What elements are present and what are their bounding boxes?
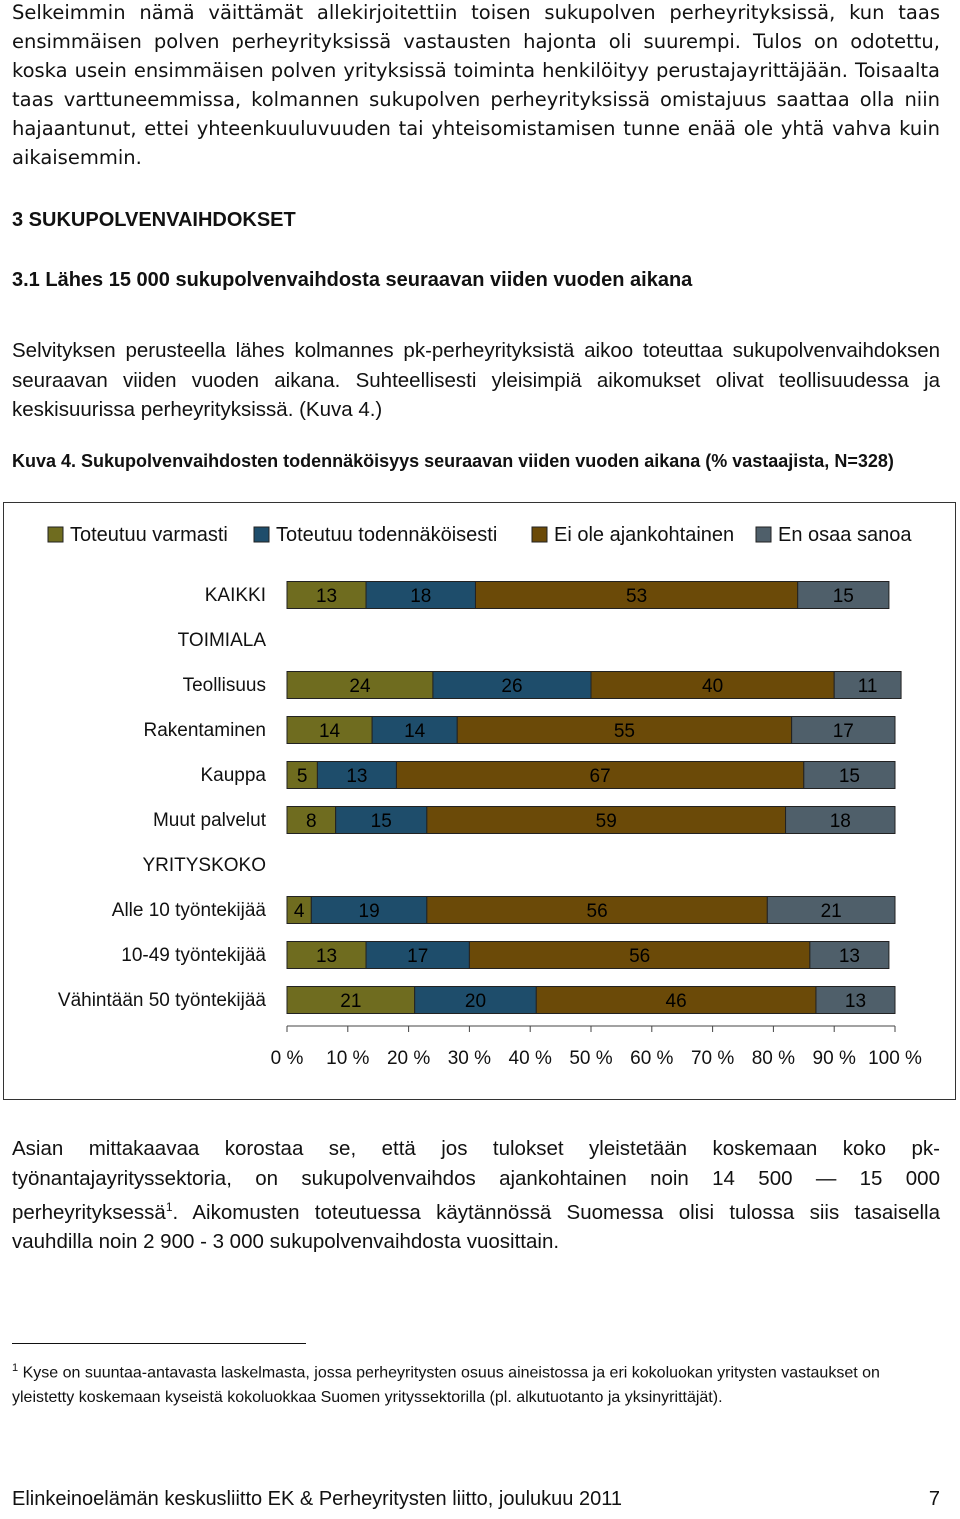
data-label: 59 — [595, 811, 617, 832]
x-tick-label: 40 % — [508, 1048, 552, 1069]
category-label: YRITYSKOKO — [142, 855, 266, 876]
data-label: 56 — [629, 946, 651, 967]
x-tick-label: 70 % — [690, 1048, 735, 1069]
page-footer — [12, 1488, 940, 1511]
data-label: 67 — [589, 766, 611, 787]
data-label: 13 — [315, 946, 338, 967]
category-label: KAIKKI — [204, 585, 266, 606]
data-label: 14 — [404, 721, 426, 742]
data-label: 21 — [820, 901, 842, 922]
figure-caption-text: Sukupolvenvaihdosten todennäköisyys seuraavan viiden vuoden aikana (% vastaajista, N=328) — [81, 451, 894, 471]
category-label: Alle 10 työntekijää — [111, 900, 266, 921]
data-label: 20 — [464, 991, 487, 1012]
data-label: 53 — [626, 586, 648, 607]
data-label: 13 — [838, 946, 860, 967]
data-label: 13 — [315, 586, 338, 607]
data-label: 13 — [844, 991, 867, 1012]
category-label: Kauppa — [200, 765, 266, 786]
data-label: 26 — [501, 676, 523, 697]
data-label: 15 — [838, 766, 860, 787]
data-label: 24 — [349, 676, 371, 697]
x-tick-label: 0 % — [270, 1048, 304, 1069]
body-paragraph-2: Selvityksen perusteella lähes kolmannes pk-perheyrityksistä aikoo toteuttaa sukupolvenvaihdoksen seuraavan viiden vuoden aikana. Suhteellisesti yleisimpiä aikomukset olivat teollisuudessa ja keskisuurissa perheyrityksissä. (Kuva 4.) — [12, 339, 940, 421]
legend-swatch — [532, 527, 547, 542]
data-label: 8 — [306, 811, 317, 832]
body-paragraph-3 — [12, 1134, 940, 1257]
footnote-marker: 1 — [12, 1362, 19, 1374]
data-label: 17 — [832, 721, 854, 742]
category-label: Teollisuus — [182, 675, 266, 696]
subsection-heading: 3.1 Lähes 15 000 sukupolvenvaihdosta seuraavan viiden vuoden aikana — [12, 269, 693, 291]
paragraph-3-text-a: Asian mittakaavaa korostaa se, että jos tulokset yleistetään koskemaan koko pk-työnantajayrityssektoria, on sukupolvenvaihdos ajankohtainen noin 14 500 — 15 000 perheyrityksessä — [12, 1137, 940, 1224]
data-label: 14 — [318, 721, 341, 742]
paragraph-3-text-b: . Aikomusten toteutuessa käytännössä Suomessa olisi tulossa siis tasaisella vauhdilla noin 2 900 - 3 000 sukupolvenvaihdosta vuosittain. — [12, 1200, 940, 1254]
legend-swatch — [756, 527, 771, 542]
data-label: 21 — [340, 991, 362, 1012]
x-tick-label: 90 % — [812, 1048, 856, 1069]
footer-publisher: Elinkeinoelämän keskusliitto EK & Perheyritysten liitto, joulukuu 2011 — [12, 1488, 622, 1510]
category-label: Muut palvelut — [152, 810, 266, 831]
data-label: 46 — [665, 991, 687, 1012]
footnote-divider — [12, 1343, 306, 1344]
footnote-reference[interactable]: 1 — [165, 1200, 173, 1214]
legend-swatch — [254, 527, 269, 542]
chart-svg — [4, 503, 957, 1101]
category-label: Rakentaminen — [143, 720, 266, 741]
data-label: 15 — [370, 811, 392, 832]
data-label: 15 — [832, 586, 854, 607]
legend-label: Toteutuu varmasti — [70, 524, 228, 546]
x-tick-label: 80 % — [751, 1048, 796, 1069]
footnote-text: Kyse on suuntaa-antavasta laskelmasta, jossa perheyritysten osuus aineistossa ja eri kokoluokan yritysten vastaukset on yleistetty koskemaan kyseistä kokoluokkaa Suomen yrityssektorilla (pl. alkutuotanto ja yksinyrittäjät). — [12, 1364, 880, 1406]
data-label: 5 — [296, 766, 308, 787]
legend-label: En osaa sanoa — [778, 524, 912, 546]
figure-number: Kuva 4. — [12, 451, 77, 471]
x-tick-label: 50 % — [569, 1048, 613, 1069]
legend-label: Toteutuu todennäköisesti — [276, 524, 498, 546]
x-tick-label: 100 % — [868, 1048, 922, 1069]
stacked-bar-chart — [3, 502, 956, 1100]
data-label: 18 — [410, 586, 432, 607]
x-tick-label: 30 % — [447, 1048, 492, 1069]
category-label: TOIMIALA — [177, 630, 266, 651]
data-label: 17 — [407, 946, 429, 967]
page-number: 7 — [928, 1488, 940, 1510]
footnote — [12, 1356, 940, 1410]
data-label: 19 — [358, 901, 380, 922]
category-label: 10-49 työntekijää — [121, 945, 266, 966]
data-label: 4 — [293, 901, 305, 922]
x-tick-label: 60 % — [630, 1048, 674, 1069]
data-label: 13 — [346, 766, 368, 787]
figure-caption — [12, 448, 940, 475]
section-heading: 3 SUKUPOLVENVAIHDOKSET — [12, 209, 296, 231]
data-label: 55 — [613, 721, 636, 742]
x-tick-label: 10 % — [326, 1048, 370, 1069]
category-label: Vähintään 50 työntekijää — [57, 990, 266, 1011]
data-label: 11 — [857, 676, 878, 697]
legend-swatch — [48, 527, 63, 542]
x-tick-label: 20 % — [386, 1048, 431, 1069]
data-label: 56 — [586, 901, 608, 922]
data-label: 40 — [702, 676, 724, 697]
intro-paragraph: Selkeimmin nämä väittämät allekirjoitettiin toisen sukupolven perheyrityksissä, kun taas ensimmäisen polven perheyrityksissä vastausten hajonta oli suurempi. Tulos on odotettu, koska usein ensimmäisen polven yrityksissä toiminta henkilöityy perustajayrittäjään. Toisaalta taas varttuneemmissa, kolmannen sukupolven perheyrityksissä omistajuus saattaa olla niin hajaantunut, ettei yhteenkuuluvuuden tai yhteisomistamisen tunne enää ole yhtä vahva kuin aikaisemmin. — [12, 1, 940, 169]
data-label: 18 — [829, 811, 851, 832]
legend-label: Ei ole ajankohtainen — [554, 524, 735, 546]
